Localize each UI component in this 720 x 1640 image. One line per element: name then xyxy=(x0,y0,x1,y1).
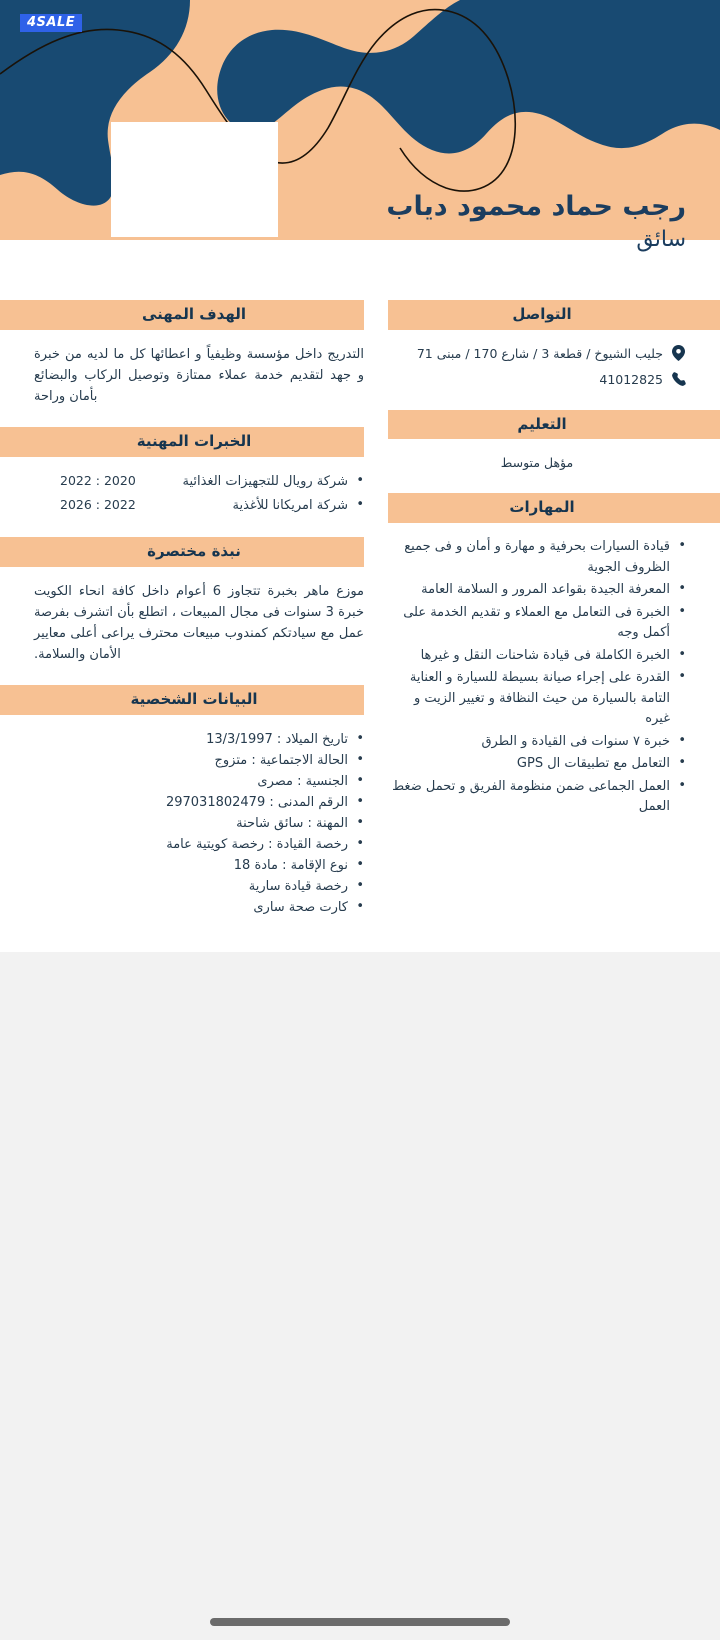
summary-text: موزع ماهر بخبرة تتجاوز 6 أعوام داخل كافة انحاء الكويت خبرة 3 سنوات فى مجال المبيعات ، اتطلع بأن اتشرف بفرصة عمل مع سيادتكم كمندوب مبيعات محترف يراعى أعلى معايير الأمان والسلامة. xyxy=(34,583,365,663)
experience-title: • شركة امريكانا للأغذية xyxy=(232,496,364,517)
list-item: • خبرة ٧ سنوات فى القيادة و الطرق xyxy=(388,732,686,753)
contact-row-address xyxy=(388,344,686,363)
list-item: • رخصة قيادة سارية xyxy=(34,876,364,897)
list-item: • المعرفة الجيدة بقواعد المرور و السلامة العامة xyxy=(388,580,686,601)
list-item: • العمل الجماعى ضمن منظومة الفريق و تحمل ضغط العمل xyxy=(388,777,686,818)
home-indicator[interactable] xyxy=(210,1618,510,1626)
table-row xyxy=(34,471,364,493)
phone-icon xyxy=(671,370,686,388)
section-heading-contact: التواصل xyxy=(388,300,720,330)
list-item: • الجنسية : مصرى xyxy=(34,771,364,792)
list-item: • القدرة على إجراء صيانة بسيطة للسيارة و العناية التامة بالسيارة من حيث النظافة و تغيير الزيت و غيره xyxy=(388,668,686,730)
right-column xyxy=(376,300,720,838)
contact-phone-text: 41012825 xyxy=(599,372,663,388)
education-value: مؤهل متوسط xyxy=(500,455,574,471)
section-contact xyxy=(388,300,686,390)
list-item: • الرقم المدنى : 297031802479 xyxy=(34,792,364,813)
section-heading-objective: الهدف المهنى xyxy=(0,300,364,330)
experience-title: • شركة رويال للتجهيزات الغذائية xyxy=(182,472,364,493)
contact-address-text: جليب الشيوخ / قطعة 3 / شارع 170 / مبنى 71 xyxy=(416,345,663,361)
candidate-job-title: سائق xyxy=(636,226,686,252)
section-heading-skills: المهارات xyxy=(388,493,720,523)
objective-text: التدريج داخل مؤسسة وظيفياً و اعطائها كل ما لديه من خبرة و جهد لتقديم خدمة عملاء ممتازة وتوصيل الركاب والبضائع بأمان وراحة xyxy=(34,346,364,404)
list-item: • الخبرة الكاملة فى قيادة شاحنات النقل و غيرها xyxy=(388,646,686,667)
section-heading-personal-data: البيانات الشخصية xyxy=(0,685,364,715)
list-item: • المهنة : سائق شاحنة xyxy=(34,813,364,834)
list-item: • التعامل مع تطبيقات ال GPS xyxy=(388,754,686,775)
list-item: • الحالة الاجتماعية : متزوج xyxy=(34,750,364,771)
section-personal-data xyxy=(34,685,364,918)
section-experience xyxy=(34,427,364,517)
location-pin-icon xyxy=(671,344,686,362)
list-item: • نوع الإقامة : مادة 18 xyxy=(34,855,364,876)
skills-list xyxy=(388,537,686,818)
section-education xyxy=(388,410,686,474)
section-heading-summary: نبذة مختصرة xyxy=(0,537,364,567)
brand-logo-badge: 4SALE xyxy=(20,14,82,32)
contact-row-phone xyxy=(388,370,686,389)
list-item: • كارت صحة سارى xyxy=(34,897,364,918)
section-heading-education: التعليم xyxy=(388,410,720,440)
table-row xyxy=(34,495,364,517)
experience-date: 2026 : 2022 xyxy=(60,497,136,513)
left-column xyxy=(0,300,376,938)
candidate-name: رجب حماد محمود دياب xyxy=(386,191,686,222)
section-skills xyxy=(388,493,686,818)
section-objective xyxy=(34,300,364,407)
cv-body xyxy=(0,300,720,938)
experience-date: 2022 : 2020 xyxy=(60,472,136,488)
list-item: • رخصة القيادة : رخصة كويتية عامة xyxy=(34,834,364,855)
page-background-area xyxy=(0,952,720,1640)
list-item: • قيادة السيارات بحرفية و مهارة و أمان و فى جميع الظروف الجوية xyxy=(388,537,686,578)
section-heading-experience: الخبرات المهنية xyxy=(0,427,364,457)
personal-data-list xyxy=(34,729,364,918)
list-item: • الخبرة فى التعامل مع العملاء و تقديم الخدمة على أكمل وجه xyxy=(388,603,686,644)
identity-block xyxy=(126,190,686,254)
list-item: • تاريخ الميلاد : 13/3/1997 xyxy=(34,729,364,750)
section-summary xyxy=(34,537,364,665)
